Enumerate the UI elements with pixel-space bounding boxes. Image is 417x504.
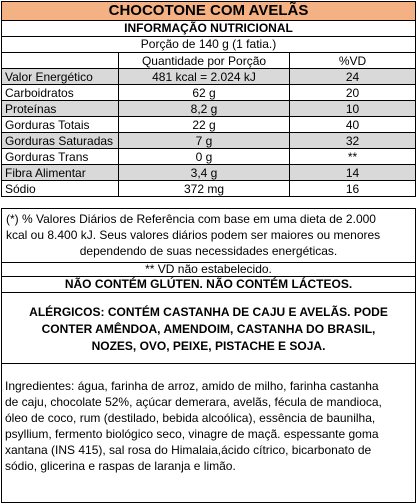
ingredients-line: óleo de coco, rum (destilado, bebida alcoólica), essência de baunilha, bbox=[5, 411, 376, 425]
nutrient-name: Sódio bbox=[2, 181, 119, 197]
nutrient-name: Gorduras Saturadas bbox=[2, 133, 119, 149]
allergen-warning bbox=[1, 292, 416, 364]
ingredients-line: psyllium, fermento biológico seco, vinagre de maçã. espessante goma bbox=[5, 427, 379, 441]
footnote-line: (*) % Valores Diários de Referência com base em uma dieta de 2.000 bbox=[6, 212, 376, 226]
allergen-line: NOZES, OVO, PEIXE, PISTACHE E SOJA. bbox=[91, 339, 326, 353]
nutrient-name: Proteínas bbox=[2, 101, 119, 117]
nutrient-name: Fibra Alimentar bbox=[2, 165, 119, 181]
table-row bbox=[2, 101, 416, 117]
nutrient-vd: 10 bbox=[290, 101, 416, 117]
ingredients-line: sódio, glicerina e raspas de laranja e limão. bbox=[5, 459, 236, 473]
daily-values-footnote bbox=[1, 208, 416, 263]
nutrient-quantity: 0 g bbox=[119, 149, 290, 165]
table-header-row bbox=[2, 53, 416, 69]
table-row bbox=[2, 117, 416, 133]
header-vd: %VD bbox=[290, 53, 416, 69]
nutrient-quantity: 22 g bbox=[119, 117, 290, 133]
portion-size: Porção de 140 g (1 fatia.) bbox=[1, 36, 416, 53]
nutrient-quantity: 62 g bbox=[119, 85, 290, 101]
table-row bbox=[2, 133, 416, 149]
nutrient-vd: ** bbox=[290, 149, 416, 165]
nutrient-vd: 32 bbox=[290, 133, 416, 149]
table-row bbox=[2, 181, 416, 197]
allergen-line: ALÉRGICOS: CONTÉM CASTANHA DE CAJU E AVELÃS. PODE bbox=[29, 305, 388, 319]
nutrition-table bbox=[1, 52, 416, 197]
product-title: CHOCOTONE COM AVELÃS bbox=[1, 1, 416, 21]
footnote-line: dependendo de suas necessidades energéticas. bbox=[79, 244, 338, 258]
table-row bbox=[2, 69, 416, 85]
nutrient-vd: 14 bbox=[290, 165, 416, 181]
nutrient-quantity: 481 kcal = 2.024 kJ bbox=[119, 69, 290, 85]
nutrient-vd: 40 bbox=[290, 117, 416, 133]
nutrient-quantity: 372 mg bbox=[119, 181, 290, 197]
nutrient-name: Gorduras Totais bbox=[2, 117, 119, 133]
table-row bbox=[2, 85, 416, 101]
header-nutrient bbox=[2, 53, 119, 69]
nutrient-vd: 16 bbox=[290, 181, 416, 197]
nutrient-quantity: 8,2 g bbox=[119, 101, 290, 117]
nutrient-vd: 24 bbox=[290, 69, 416, 85]
footnote-line: kcal ou 8.400 kJ. Seus valores diários podem ser maiores ou menores bbox=[6, 228, 381, 242]
nutrient-name: Gorduras Trans bbox=[2, 149, 119, 165]
nutrient-vd: 20 bbox=[290, 85, 416, 101]
ingredients-list bbox=[1, 363, 416, 503]
ingredients-line: Ingredientes: água, farinha de arroz, amido de milho, farinha castanha bbox=[5, 379, 379, 393]
nutrient-name: Valor Energético bbox=[2, 69, 119, 85]
nutrient-quantity: 7 g bbox=[119, 133, 290, 149]
gluten-lactose-notice: NÃO CONTÉM GLÚTEN. NÃO CONTÉM LÁCTEOS. bbox=[1, 276, 416, 293]
table-row bbox=[2, 149, 416, 165]
ingredients-line: de caju, chocolate 52%, açúcar demerara, avelãs, fécula de mandioca, bbox=[5, 395, 382, 409]
vd-not-established-note: ** VD não estabelecido. bbox=[1, 262, 416, 277]
nutrition-heading: INFORMAÇÃO NUTRICIONAL bbox=[1, 20, 416, 37]
nutrient-name: Carboidratos bbox=[2, 85, 119, 101]
table-row bbox=[2, 165, 416, 181]
header-quantity: Quantidade por Porção bbox=[119, 53, 290, 69]
ingredients-line: xantana (INS 415), sal rosa do Himalaia,ácido cítrico, bicarbonato de bbox=[5, 443, 372, 457]
allergen-line: CONTER AMÊNDOA, AMENDOIM, CASTANHA DO BRASIL, bbox=[41, 322, 376, 336]
nutrient-quantity: 3,4 g bbox=[119, 165, 290, 181]
